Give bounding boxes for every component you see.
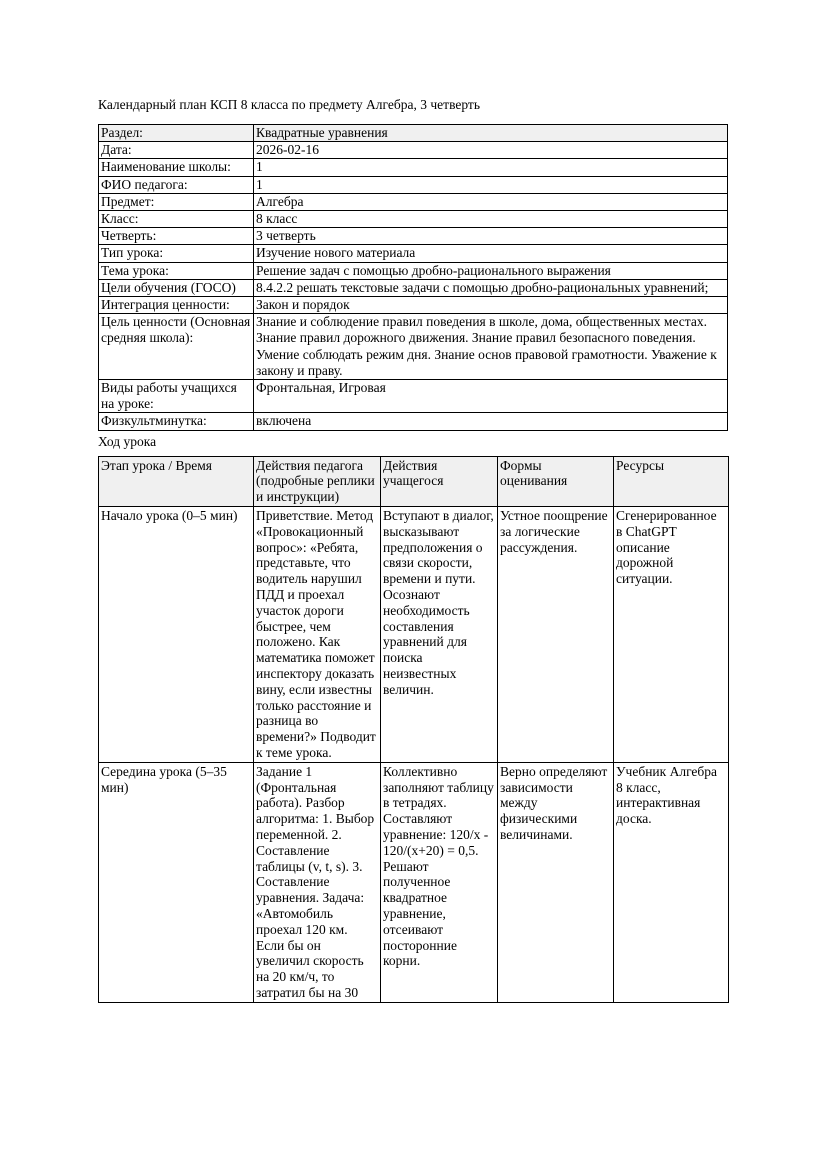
table-row — [99, 159, 728, 176]
column-header-stage: Этап урока / Время — [99, 456, 254, 506]
table-header-row — [99, 456, 729, 506]
column-header-teacher-actions: Действия педагога (подробные реплики и инструкции) — [254, 456, 381, 506]
info-value: Квадратные уравнения — [254, 125, 728, 142]
info-label: ФИО педагога: — [99, 176, 254, 193]
clipped-text: Задание 1 (Фронтальная работа). Разбор алгоритма: 1. Выбор переменной. 2. Составление таблицы (v, t, s). 3. Составление уравнения. Задача: «Автомобиль проехал 120 км. Если бы он увеличил скорость на 20 км/ч, то затратил бы на 30 — [256, 763, 375, 1000]
info-label: Тип урока: — [99, 245, 254, 262]
info-label: Цель ценности (Основная средняя школа): — [99, 314, 254, 380]
cell-assessment: Верно определяют зависимости между физическими величинами. — [498, 762, 614, 1002]
document-title: Календарный план КСП 8 класса по предмету Алгебра, 3 четверть — [98, 97, 480, 112]
info-label: Интеграция ценности: — [99, 297, 254, 314]
table-row — [99, 297, 728, 314]
cell-resources: Учебник Алгебра 8 класс, интерактивная доска. — [614, 762, 729, 1002]
column-header-assessment: Формы оценивания — [498, 456, 614, 506]
table-row — [99, 211, 728, 228]
cell-assessment: Устное поощрение за логические рассуждения. — [498, 507, 614, 763]
document-content — [98, 97, 728, 1003]
column-header-student-actions: Действия учащегося — [381, 456, 498, 506]
cell-student-actions: Вступают в диалог, высказывают предположения о связи скорости, времени и пути. Осознают необходимость составления уравнений для поиска неизвестных величин. — [381, 507, 498, 763]
section-heading: Ход урока — [98, 433, 157, 449]
info-value: включена — [254, 413, 728, 430]
table-row — [99, 245, 728, 262]
info-value: 3 четверть — [254, 228, 728, 245]
table-row — [99, 262, 728, 279]
table-row — [99, 380, 728, 413]
table-row — [99, 762, 729, 1002]
cell-student-actions: Коллективно заполняют таблицу в тетрадях. Составляют уравнение: 120/x - 120/(x+20) = 0,5. Решают полученное квадратное уравнение, отсеивают посторонние корни. — [381, 762, 498, 1002]
info-value: 2026-02-16 — [254, 142, 728, 159]
info-value: Изучение нового материала — [254, 245, 728, 262]
info-value: 8.4.2.2 решать текстовые задачи с помощью дробно-рациональных уравнений; — [254, 279, 728, 296]
info-label: Четверть: — [99, 228, 254, 245]
table-row — [99, 413, 728, 430]
lesson-flow-table — [98, 456, 729, 1003]
table-row — [99, 142, 728, 159]
table-row — [99, 314, 728, 380]
cell-stage: Начало урока (0–5 мин) — [99, 507, 254, 763]
cell-resources: Сгенерированное в ChatGPT описание дорожной ситуации. — [614, 507, 729, 763]
info-label: Класс: — [99, 211, 254, 228]
info-value: Знание и соблюдение правил поведения в школе, дома, общественных местах. Знание правил дорожного движения. Знание правил безопасного поведения. Умение соблюдать режим дня. Знание основ правовой грамотности. Уважение к закону и праву. — [254, 314, 728, 380]
table-row — [99, 228, 728, 245]
table-row — [99, 507, 729, 763]
cell-teacher-actions — [254, 762, 381, 1002]
info-label: Тема урока: — [99, 262, 254, 279]
lesson-info-table — [98, 124, 728, 431]
info-value: 1 — [254, 159, 728, 176]
table-row — [99, 176, 728, 193]
info-value: Закон и порядок — [254, 297, 728, 314]
info-label: Предмет: — [99, 193, 254, 210]
info-label: Цели обучения (ГОСО) — [99, 279, 254, 296]
info-value: 1 — [254, 176, 728, 193]
column-header-resources: Ресурсы — [614, 456, 729, 506]
info-label: Раздел: — [99, 125, 254, 142]
info-label: Наименование школы: — [99, 159, 254, 176]
info-value: Алгебра — [254, 193, 728, 210]
info-value: Фронтальная, Игровая — [254, 380, 728, 413]
info-label: Виды работы учащихся на уроке: — [99, 380, 254, 413]
table-row — [99, 279, 728, 296]
info-label: Дата: — [99, 142, 254, 159]
cell-teacher-actions: Приветствие. Метод «Провокационный вопрос»: «Ребята, представьте, что водитель нарушил ПДД и проехал участок дороги быстрее, чем положено. Как математика поможет инспектору доказать вину, если известны только расстояние и разница во времени?» Подводит к теме урока. — [254, 507, 381, 763]
info-label: Физкультминутка: — [99, 413, 254, 430]
table-row — [99, 125, 728, 142]
info-value: 8 класс — [254, 211, 728, 228]
table-row — [99, 193, 728, 210]
info-value: Решение задач с помощью дробно-рационального выражения — [254, 262, 728, 279]
cell-stage: Середина урока (5–35 мин) — [99, 762, 254, 1002]
